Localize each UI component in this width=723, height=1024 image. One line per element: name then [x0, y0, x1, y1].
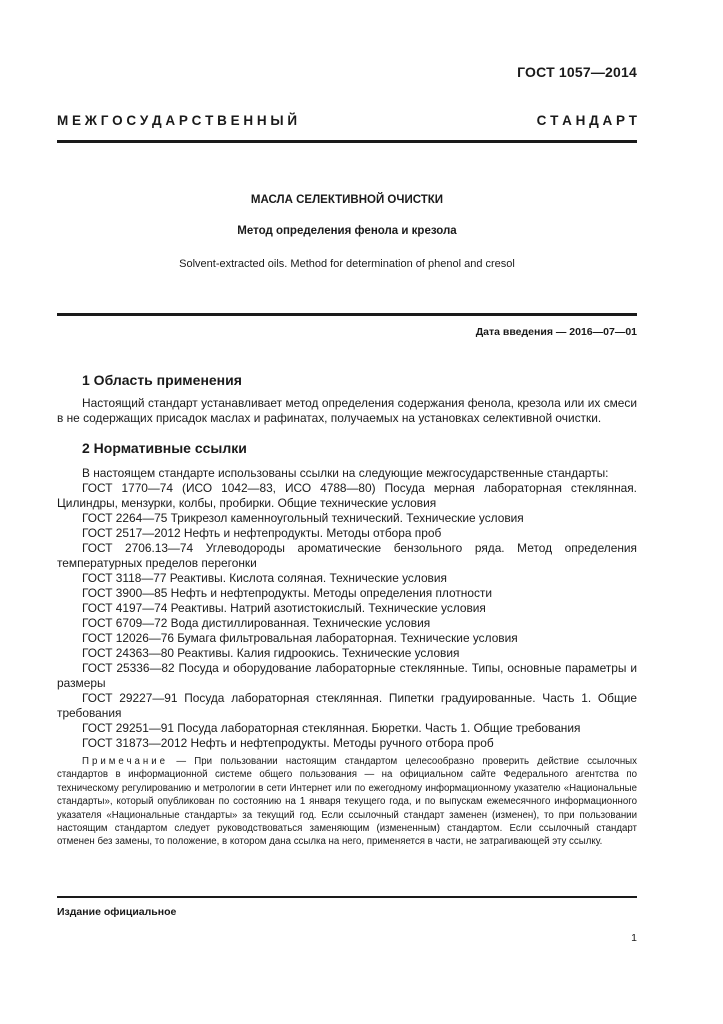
effective-date: Дата введения — 2016—07—01: [475, 326, 637, 338]
reference-item: ГОСТ 29251—91 Посуда лабораторная стеклянная. Бюретки. Часть 1. Общие требования: [82, 721, 581, 735]
note-label: Примечание: [82, 756, 169, 767]
reference-item: ГОСТ 6709—72 Вода дистиллированная. Технические условия: [82, 616, 431, 630]
section-1-heading: 1 Область применения: [82, 372, 242, 388]
banner-interstate: М Е Ж Г О С У Д А Р С Т В Е Н Н Ы Й: [57, 113, 298, 128]
reference-item: ГОСТ 25336—82 Посуда и оборудование лабораторные стеклянные. Типы, основные параметры и размеры: [57, 661, 637, 690]
normative-references: [57, 466, 637, 751]
document-id: ГОСТ 1057—2014: [517, 64, 637, 80]
reference-item: ГОСТ 12026—76 Бумага фильтровальная лабораторная. Технические условия: [82, 631, 518, 645]
footer-rule: [57, 896, 637, 898]
section-2-heading: 2 Нормативные ссылки: [82, 440, 247, 456]
reference-item: ГОСТ 3118—77 Реактивы. Кислота соляная. Технические условия: [82, 571, 447, 585]
reference-item: ГОСТ 2706.13—74 Углеводороды ароматические бензольного ряда. Метод определения температурных пределов перегонки: [57, 541, 637, 570]
english-title: Solvent-extracted oils. Method for determination of phenol and cresol: [179, 258, 515, 270]
official-edition-label: Издание официальное: [57, 906, 177, 918]
reference-item: ГОСТ 2517—2012 Нефть и нефтепродукты. Методы отбора проб: [82, 526, 442, 540]
document-subtitle: Метод определения фенола и крезола: [237, 225, 457, 237]
reference-item: ГОСТ 2264—75 Трикрезол каменноугольный технический. Технические условия: [82, 511, 524, 525]
section-1-text: [57, 396, 637, 426]
page-number: 1: [631, 932, 637, 944]
reference-item: ГОСТ 1770—74 (ИСО 1042—83, ИСО 4788—80) Посуда мерная лабораторная стеклянная. Цилиндры, мензурки, колбы, пробирки. Общие технические условия: [57, 481, 637, 510]
reference-item: ГОСТ 31873—2012 Нефть и нефтепродукты. Методы ручного отбора проб: [82, 736, 494, 750]
reference-item: ГОСТ 24363—80 Реактивы. Калия гидроокись. Технические условия: [82, 646, 460, 660]
reference-item: ГОСТ 3900—85 Нефть и нефтепродукты. Методы определения плотности: [82, 586, 493, 600]
note-text: — При пользовании настоящим стандартом целесообразно проверить действие ссылочных стандартов в информационной системе общего пользования — на официальном сайте Федерального агентства по техническому регулированию и метрологии в сети Интернет или по ежегодному информационному указателю «Национальные стандарты», который опубликован по состоянию на 1 января текущего года, и по выпускам ежемесячного информационного указателя «Национальные стандарты» за текущий год. Если ссылочный стандарт заменен (изменен), то при пользовании настоящим стандартом следует руководствоваться заменяющим (измененным) стандартом. Если ссылочный стандарт отменен без замены, то положение, в котором дана ссылка на него, применяется в части, не затрагивающей эту ссылку.: [57, 756, 637, 848]
standard-banner: [57, 113, 637, 128]
scope-paragraph: Настоящий стандарт устанавливает метод определения содержания фенола, крезола или их смеси в не содержащих присадок маслах и рафинатах, получаемых на установках селективной очистки.: [57, 396, 637, 425]
reference-item: ГОСТ 4197—74 Реактивы. Натрий азотистокислый. Технические условия: [82, 601, 486, 615]
reference-item: ГОСТ 29227—91 Посуда лабораторная стеклянная. Пипетки градуированные. Часть 1. Общие требования: [57, 691, 637, 720]
document-title: МАСЛА СЕЛЕКТИВНОЙ ОЧИСТКИ: [250, 194, 444, 206]
header-rule: [57, 140, 637, 143]
note-block: [57, 755, 637, 849]
banner-standard: С Т А Н Д А Р Т: [536, 113, 637, 128]
references-intro: В настоящем стандарте использованы ссылки на следующие межгосударственные стандарты:: [82, 466, 609, 480]
title-rule: [57, 313, 637, 316]
